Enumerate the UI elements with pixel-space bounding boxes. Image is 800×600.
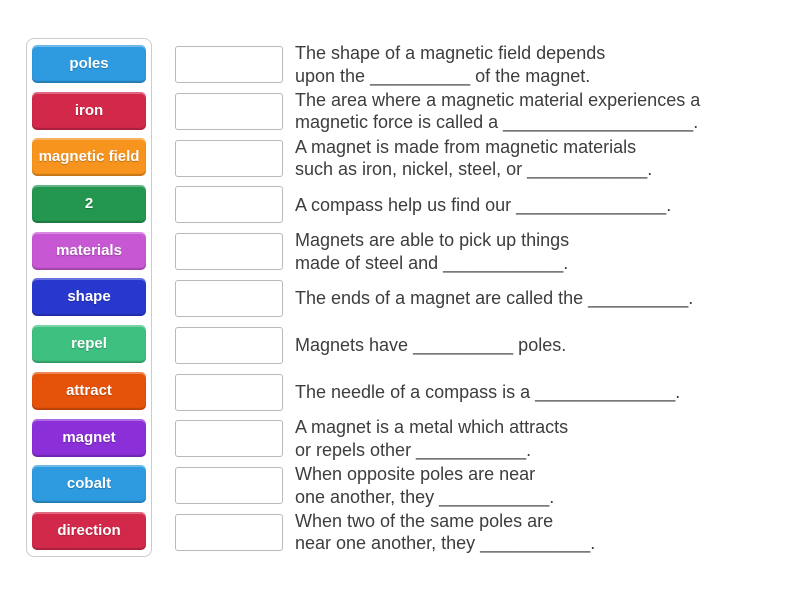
clue-line-1: When two of the same poles are [295,510,554,531]
clue-text [295,42,605,87]
word-tile-poles[interactable]: poles [32,45,146,83]
match-row [175,136,700,180]
clue-line-1: When opposite poles are near [295,464,536,485]
answer-slot[interactable] [175,514,283,551]
word-tile-direction[interactable]: direction [32,512,146,550]
clue-line-1: The needle of a compass is a ______________. [295,381,681,402]
clue-text [295,416,568,461]
clue-line-2: upon the __________ of the magnet. [295,65,591,86]
answer-slot[interactable] [175,280,283,317]
clue-text [295,287,693,310]
match-row [175,186,700,223]
clue-line-2: near one another, they ___________. [295,533,596,554]
word-tile-cobalt[interactable]: cobalt [32,465,146,503]
match-row [175,464,700,507]
match-row [175,327,700,364]
word-tile-magnet[interactable]: magnet [32,419,146,457]
word-tile-attract[interactable]: attract [32,372,146,410]
answer-slot[interactable] [175,46,283,83]
answer-slot[interactable] [175,327,283,364]
match-row [175,374,700,411]
clue-line-1: A magnet is made from magnetic materials [295,136,637,157]
match-rows [175,43,701,554]
clue-line-2: one another, they ___________. [295,486,555,507]
match-row [175,89,701,133]
answer-slot[interactable] [175,140,283,177]
clue-text [295,334,566,357]
word-tile-iron[interactable]: iron [32,92,146,130]
clue-text [295,194,671,217]
clue-text [295,89,700,134]
clue-line-1: Magnets have __________ poles. [295,335,567,356]
answer-slot[interactable] [175,420,283,457]
answer-slot[interactable] [175,186,283,223]
clue-text [295,510,595,555]
clue-line-1: The shape of a magnetic field depends [295,43,606,63]
match-row [175,510,700,554]
answer-slot[interactable] [175,467,283,504]
clue-line-1: Magnets are able to pick up things [295,230,570,251]
match-row [175,417,700,460]
clue-line-1: The ends of a magnet are called the __________. [295,288,694,309]
clue-line-2: or repels other ___________. [295,439,532,460]
answer-slot[interactable] [175,233,283,270]
answer-slot[interactable] [175,374,283,411]
answer-slot[interactable] [175,93,283,130]
word-tile-materials[interactable]: materials [32,232,146,270]
word-tile-repel[interactable]: repel [32,325,146,363]
clue-line-2: magnetic force is called a ___________________. [295,112,699,133]
clue-line-1: A compass help us find our _______________. [295,194,672,215]
match-row [175,43,700,86]
clue-line-1: A magnet is a metal which attracts [295,417,569,438]
word-tile-magnetic-field[interactable]: magnetic field [32,138,146,176]
clue-line-1: The area where a magnetic material experiences a [295,89,701,110]
word-tile-shape[interactable]: shape [32,278,146,316]
word-bank [26,38,152,557]
match-row [175,280,700,317]
clue-line-2: such as iron, nickel, steel, or ____________. [295,159,653,180]
word-tile-2[interactable]: 2 [32,185,146,223]
clue-line-2: made of steel and ____________. [295,252,569,273]
clue-text [295,136,652,181]
match-row [175,230,700,273]
clue-text [295,229,569,274]
clue-text [295,463,554,508]
clue-text [295,381,680,404]
